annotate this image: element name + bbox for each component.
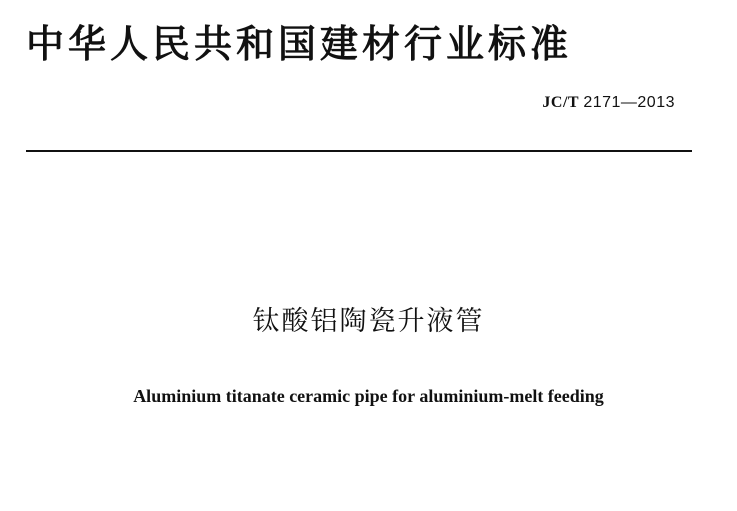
standard-number	[542, 94, 675, 112]
document-title-english: Aluminium titanate ceramic pipe for aluminium-melt feeding	[133, 386, 604, 406]
document-title-chinese: 钛酸铝陶瓷升液管	[252, 306, 485, 337]
standard-number-value: 2171—2013	[583, 94, 675, 111]
industry-standard-heading: 中华人民共和国建材行业标准	[26, 22, 573, 66]
header-divider	[26, 150, 692, 152]
standard-code: JC/T	[542, 94, 579, 111]
